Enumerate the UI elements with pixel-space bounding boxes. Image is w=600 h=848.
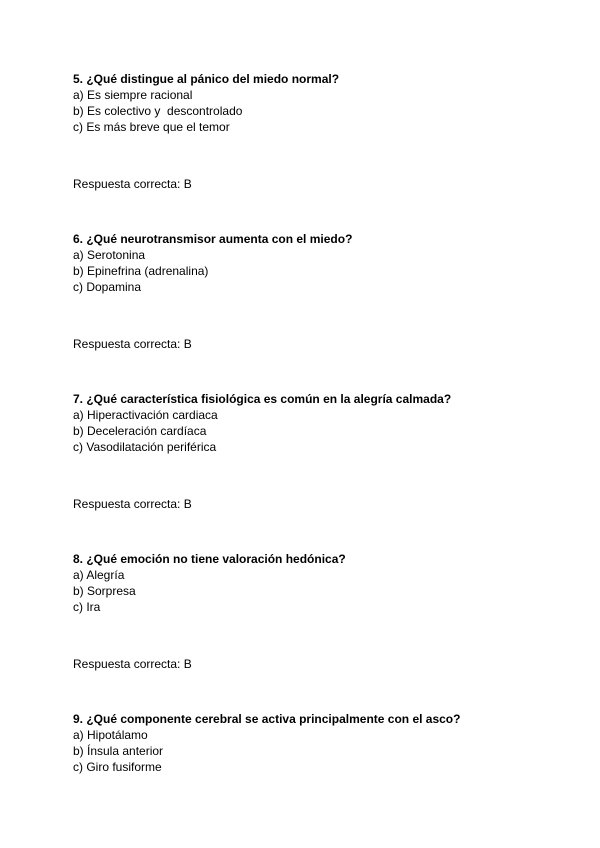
option-b: b) Es colectivo y descontrolado: [73, 104, 243, 118]
option-a: a) Hipotálamo: [73, 728, 148, 742]
question-7: [73, 391, 543, 455]
option-a: a) Serotonina: [73, 248, 146, 262]
answer-6: Respuesta correcta: B: [73, 337, 192, 351]
option-b: b) Sorpresa: [73, 584, 136, 598]
option-a: a) Es siempre racional: [73, 88, 193, 102]
option-a: a) Alegría: [73, 568, 125, 582]
answer-8: Respuesta correcta: B: [73, 657, 192, 671]
question-title: 5. ¿Qué distingue al pánico del miedo normal?: [73, 72, 340, 86]
question-9: [73, 711, 543, 775]
option-b: b) Epinefrina (adrenalina): [73, 264, 209, 278]
option-c: c) Vasodilatación periférica: [73, 440, 217, 454]
question-title: 8. ¿Qué emoción no tiene valoración hedónica?: [73, 552, 346, 566]
option-b: b) Deceleración cardíaca: [73, 424, 207, 438]
answer-7: Respuesta correcta: B: [73, 497, 192, 511]
question-8: [73, 551, 543, 615]
option-c: c) Es más breve que el temor: [73, 120, 230, 134]
question-title: 6. ¿Qué neurotransmisor aumenta con el miedo?: [73, 232, 353, 246]
option-a: a) Hiperactivación cardiaca: [73, 408, 218, 422]
question-5: [73, 71, 543, 135]
answer-5: Respuesta correcta: B: [73, 177, 192, 191]
option-c: c) Ira: [73, 600, 101, 614]
question-6: [73, 231, 543, 295]
question-title: 7. ¿Qué característica fisiológica es común en la alegría calmada?: [73, 392, 452, 406]
option-c: c) Dopamina: [73, 280, 142, 294]
option-b: b) Ínsula anterior: [73, 744, 164, 758]
question-title: 9. ¿Qué componente cerebral se activa principalmente con el asco?: [73, 712, 461, 726]
option-c: c) Giro fusiforme: [73, 760, 162, 774]
